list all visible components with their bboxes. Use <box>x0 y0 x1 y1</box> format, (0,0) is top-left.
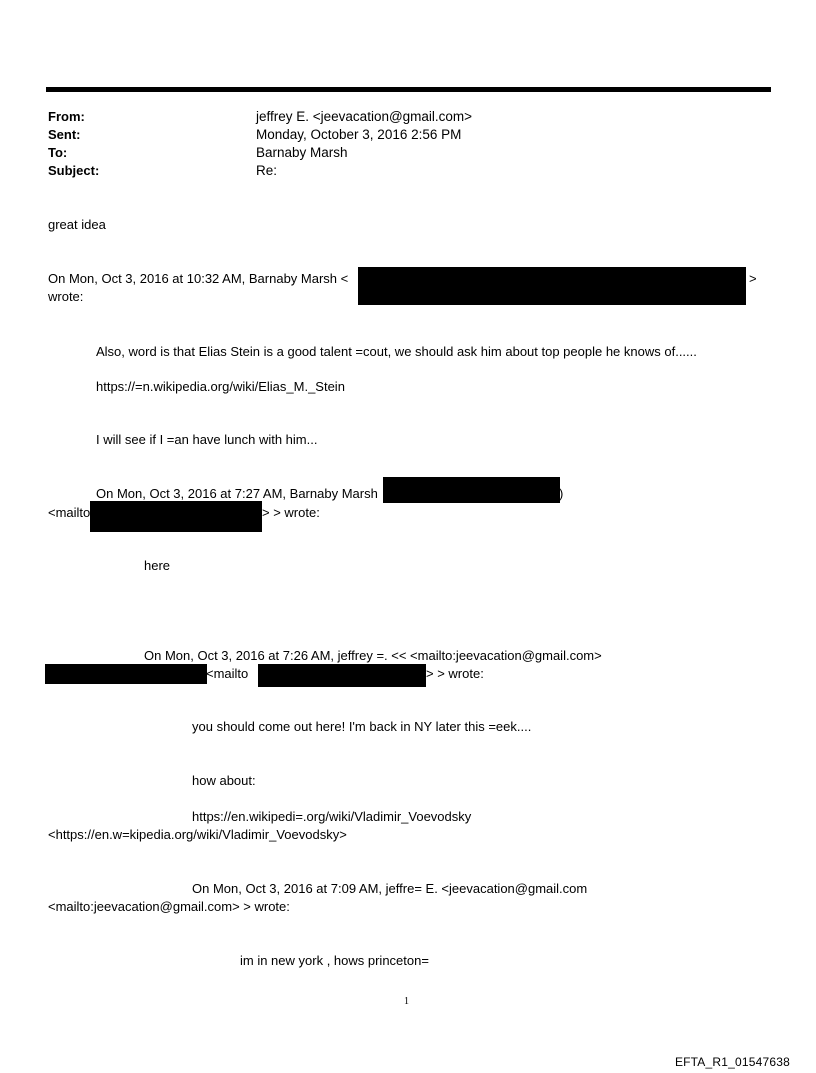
quote1-intro: On Mon, Oct 3, 2016 at 10:32 AM, Barnaby Marsh < <box>48 271 349 286</box>
quote3-mailto: <mailto <box>206 666 249 681</box>
subject-value: Re: <box>256 163 278 178</box>
quote4-wrote: <mailto:jeevacation@gmail.com> > wrote: <box>48 899 290 914</box>
to-label: To: <box>48 145 68 160</box>
subject-label: Subject: <box>48 163 100 178</box>
header-rule <box>46 87 771 92</box>
quote2-text: here <box>144 558 171 573</box>
quote1-line: I will see if I =an have lunch with him... <box>96 432 318 447</box>
reply-text: great idea <box>48 217 106 232</box>
quote3-link-angle: <https://en.w=kipedia.org/wiki/Vladimir_Voevodsky> <box>48 827 347 842</box>
to-value: Barnaby Marsh <box>256 145 348 160</box>
quote4-intro: On Mon, Oct 3, 2016 at 7:09 AM, jeffre= E. <jeevacation@gmail.com <box>192 881 588 896</box>
sent-value: Monday, October 3, 2016 2:56 PM <box>256 127 462 142</box>
quote3-link: https://en.wikipedi=.org/wiki/Vladimir_Voevodsky <box>192 809 472 824</box>
page-number: 1 <box>404 996 409 1007</box>
redaction-block <box>358 267 746 305</box>
quote3-intro: On Mon, Oct 3, 2016 at 7:26 AM, jeffrey =. << <mailto:jeevacation@gmail.com> <box>144 648 602 663</box>
quote2-intro: On Mon, Oct 3, 2016 at 7:27 AM, Barnaby Marsh <box>96 486 378 501</box>
redaction-block <box>90 501 262 532</box>
quote2-wrote: > > wrote: <box>262 505 320 520</box>
quote1-wrote: wrote: <box>48 289 84 304</box>
quote3-line: how about: <box>192 773 256 788</box>
document-id: EFTA_R1_01547638 <box>674 1055 790 1069</box>
quote2-intro-tail: ) <box>559 486 564 501</box>
quote4-text: im in new york , hows princeton= <box>240 953 429 968</box>
redaction-block <box>45 664 207 684</box>
quote1-intro-close: > <box>749 271 757 286</box>
quote1-line: Also, word is that Elias Stein is a good talent =cout, we should ask him about top people he knows of...... <box>96 344 697 359</box>
from-label: From: <box>48 109 85 124</box>
redaction-block <box>258 664 426 687</box>
quote3-line: you should come out here! I'm back in NY later this =eek.... <box>192 719 532 734</box>
sent-label: Sent: <box>48 127 81 142</box>
from-value: jeffrey E. <jeevacation@gmail.com> <box>256 109 473 124</box>
quote2-mailto: <mailto <box>48 505 91 520</box>
quote1-link: https://=n.wikipedia.org/wiki/Elias_M._Stein <box>96 379 345 394</box>
redaction-block <box>383 477 560 503</box>
quote3-wrote: > > wrote: <box>426 666 484 681</box>
